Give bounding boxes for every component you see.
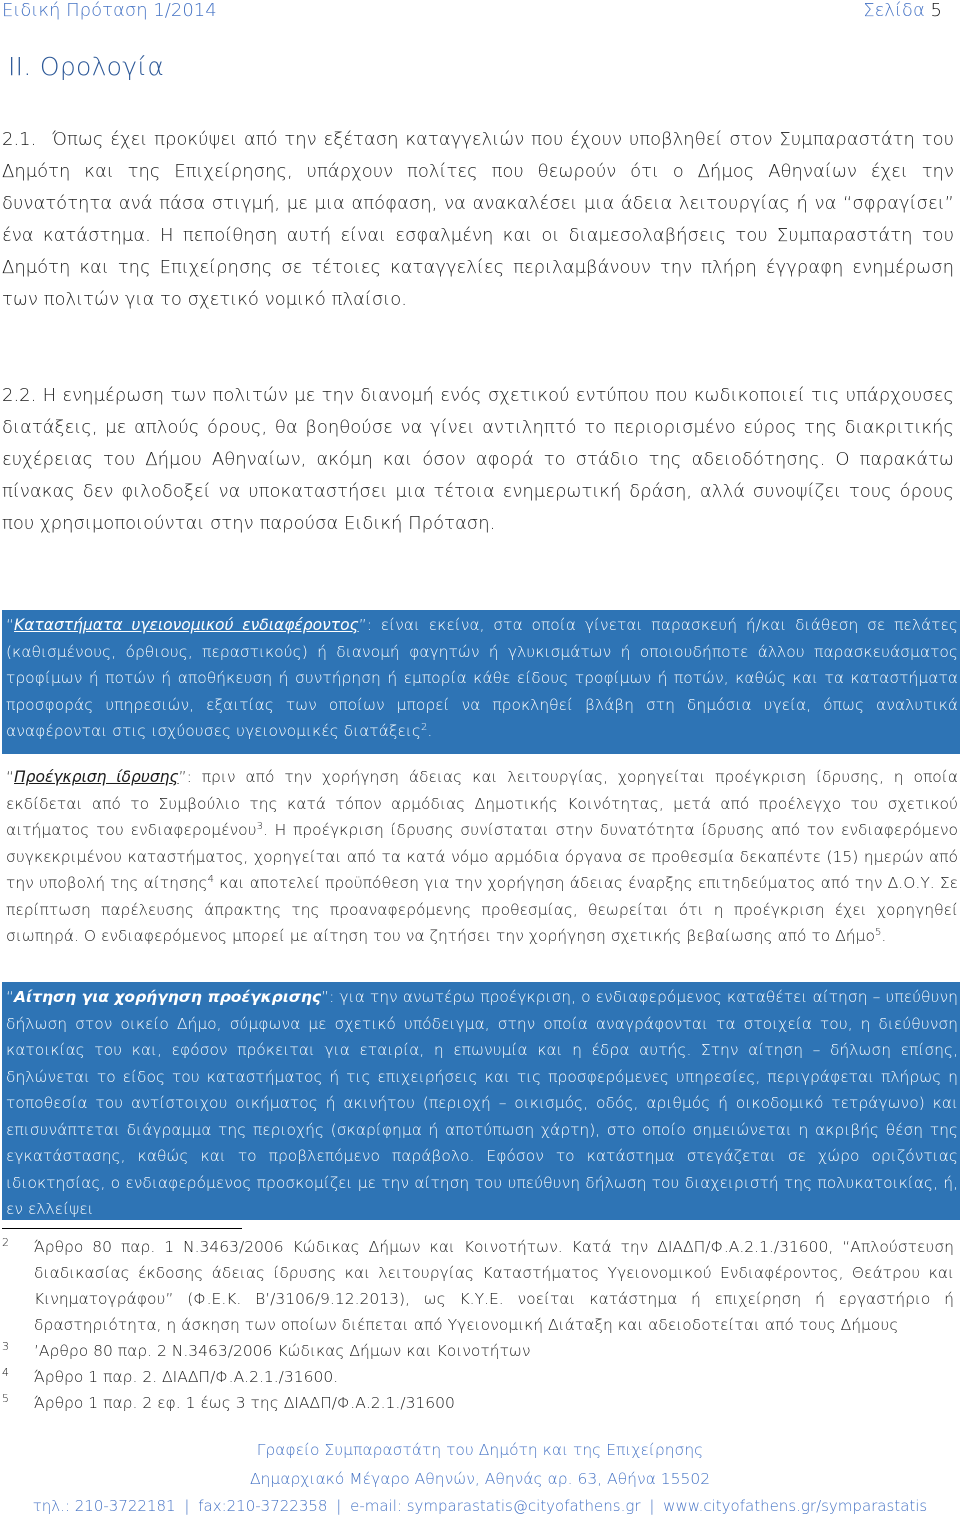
footer-web-link[interactable]: www.cityofathens.gr/symparastatis — [663, 1497, 928, 1515]
term-definition: : για την ανωτέρω προέγκριση, ο ενδιαφερόμενος καταθέτει αίτηση – υπεύθυνη δήλωση στον οικείο Δήμο, σύμφωνα με σχετικό υπόδειγμα, στην οποία αναγράφονται τα στοιχεία του, η διεύθυνση κατοικίας του και, εφόσον πρόκειται για εταιρία, η επωνυμία και η έδρα αυτής. Στην αίτηση – δήλωση επίσης, δηλώνεται το είδος του καταστήματος ή τις επιχειρήσεις και τις προσφερόμενες υπηρεσίες, περιγράφεται πλήρως η τοποθεσία του αντίστοιχου οικήματος ή ακινήτου (περιοχή – οικισμός, οδός, αριθμός ή οικοδομικό τετράγωνο) και επισυνάπτεται διάγραμμα της περιοχής (σκαρίφημα ή αποτύπωση χάρτη), στο οποίο σημειώνεται η ακριβής θέση της εγκατάστασης, καθώς και το προβλεπόμενο παράβολο. Εφόσον το κατάστημα στεγάζεται σε χώρο οριζόντιας ιδιοκτησίας, ο ενδιαφερόμενος προσκομίζει με την αίτηση του υπεύθυνη δήλωση του διαχειριστή της πολυκατοικίας, ή, εν ελλείψει — [6, 988, 958, 1218]
header-doc-title: Ειδική Πρόταση 1/2014 — [2, 0, 217, 21]
footnote-number: 3 — [2, 1340, 9, 1353]
footnote-3 — [2, 1338, 954, 1364]
footer-separator: | — [649, 1497, 655, 1515]
paragraph-2-2 — [2, 380, 954, 540]
quote-close: ” — [178, 768, 187, 786]
footnote-separator — [2, 1228, 242, 1229]
term-title: Καταστήματα υγειονομικού ενδιαφέροντος — [14, 616, 359, 634]
footnotes — [2, 1234, 954, 1416]
footnote-text: Άρθρο 1 παρ. 2. ΔΙΑΔΠ/Φ.Α.2.1./31600. — [34, 1368, 339, 1386]
page-number: 5 — [930, 0, 942, 21]
paragraph-text: Όπως έχει προκύψει από την εξέταση καταγγελιών που έχουν υποβληθεί στον Συμπαραστάτη του Δημότη και της Επιχείρησης, υπάρχουν πολίτες που θεωρούν ότι ο Δήμος Αθηναίων έχει την δυνατότητα ανά πάσα στιγμή, με μια απόφαση, να ανακαλέσει μια άδεια λειτουργίας ή να “σφραγίσει” ένα κατάστημα. Η πεποίθηση αυτή είναι εσφαλμένη και οι διαμεσολαβήσεις του Συμπαραστάτη του Δημότη και της Επιχείρησης σε τέτοιες καταγγελίες περιλαμβάνουν την πλήρη έγγραφη ενημέρωση των πολιτών για το σχετικό νομικό πλαίσιο. — [2, 129, 954, 310]
footnote-text: Άρθρο 1 παρ. 2 εφ. 1 έως 3 της ΔΙΑΔΠ/Φ.Α.2.1./31600 — [34, 1394, 455, 1412]
footer-email-link[interactable]: e-mail: symparastatis@cityofathens.gr — [350, 1497, 641, 1515]
footnote-ref[interactable]: 2 — [420, 721, 428, 733]
quote-close: ” — [321, 988, 330, 1006]
footnote-ref[interactable]: 5 — [874, 926, 882, 938]
footnote-ref[interactable]: 4 — [207, 873, 215, 885]
header-page-number — [863, 0, 942, 21]
term-definition-b: . Η προέγκριση ίδρυσης συνίσταται στην δυνατότητα ίδρυσης από τον ενδιαφερόμενο συγκεκριμένου καταστήματος, χορηγείται από τα κατά νόμο αρμόδια όργανα σε προθεσμία δεκαπέντε (15) ημερών από την υποβολή της αίτησης — [6, 821, 958, 892]
term-title: Προέγκριση ίδρυσης — [14, 768, 179, 786]
footnote-number: 2 — [2, 1236, 9, 1249]
paragraph-2-1 — [2, 124, 954, 316]
term-definition-c: και αποτελεί προϋπόθεση για την χορήγηση άδειας έναρξης επιτηδεύματος από την Δ.Ο.Υ. Σε περίπτωση παρέλευσης άπρακτης της προαναφερόμενης προθεσμίας, θεωρείται ότι η προέγκριση έχει χορηγηθεί σιωπηρά. Ο ενδιαφερόμενος μπορεί με αίτηση του να ζητήσει την χορήγηση σχετικής βεβαίωσης από το Δήμο — [6, 874, 958, 945]
term-end: . — [881, 927, 887, 945]
footnote-ref[interactable]: 3 — [256, 820, 263, 832]
term-box-pre-approval — [2, 762, 960, 968]
footnote-4 — [2, 1364, 954, 1390]
term-box-application — [2, 982, 960, 1220]
paragraph-number: 2.1. — [2, 129, 37, 150]
footer-contacts — [0, 1497, 960, 1515]
paragraph-number: 2.2. — [2, 385, 37, 406]
quote-open: “ — [6, 616, 15, 634]
footer-address: Δημαρχιακό Μέγαρο Αθηνών, Αθηνάς αρ. 63, Αθήνα 15502 — [249, 1470, 711, 1488]
quote-open: “ — [6, 988, 15, 1006]
footnote-text: Άρθρο 80 παρ. 1 Ν.3463/2006 Κώδικας Δήμων και Κοινοτήτων. Κατά την ΔΙΑΔΠ/Φ.Α.2.1./31600, “Απλούστευση διαδικασίας έκδοσης άδειας ίδρυσης και λειτουργίας Καταστήματος Υγειονομικού Ενδιαφέροντος, Θεάτρου και Κινηματογράφου” (Φ.Ε.Κ. Β’/3106/9.12.2013), ως Κ.Υ.Ε. νοείται κατάστημα ή επιχείρηση ή εργαστήριο ή δραστηριότητα, η άσκηση των οποίων διέπεται από Υγειονομική Διάταξη και αδειοδοτείται από τους Δήμους — [34, 1238, 954, 1334]
paragraph-text: Η ενημέρωση των πολιτών με την διανομή ενός σχετικού εντύπου που κωδικοποιεί τις υπάρχουσες διατάξεις, με απλούς όρους, θα βοηθούσε να γίνει αντιληπτό το περιορισμένο εύρος της διακριτικής ευχέρειας του Δήμου Αθηναίων, ακόμη και όσον αφορά το στάδιο της αδειοδότησης. Ο παρακάτω πίνακας δεν φιλοδοξεί να υποκαταστήσει μια τέτοια ενημερωτική δράση, αλλά συνοψίζει τους όρους που χρησιμοποιούνται στην παρούσα Ειδική Πρόταση. — [2, 385, 954, 534]
footer-separator: | — [184, 1497, 190, 1515]
term-title: Αίτηση για χορήγηση προέγκρισης — [14, 988, 322, 1006]
footer-fax: fax:210-3722358 — [198, 1497, 328, 1515]
footer-office-name: Γραφείο Συμπαραστάτη του Δημότη και της Επιχείρησης — [256, 1441, 704, 1459]
term-end: . — [427, 722, 433, 740]
footnote-number: 4 — [2, 1366, 9, 1379]
footer-phone: τηλ.: 210-3722181 — [32, 1497, 176, 1515]
page-label: Σελίδα — [863, 0, 925, 21]
quote-open: “ — [6, 768, 15, 786]
footnote-text: ’Αρθρο 80 παρ. 2 Ν.3463/2006 Κώδικας Δήμων και Κοινοτήτων — [34, 1342, 531, 1360]
section-title: ΙΙ. Ορολογία — [8, 52, 165, 81]
term-definition-a: : πριν από την χορήγηση άδειας και λειτουργίας, χορηγείται προέγκριση ίδρυσης, η οποία εκδίδεται από το Συμβούλιο της κατά τόπον αρμόδιας Δημοτικής Κοινότητας, μετά από προέλεγχο του σχετικού αιτήματος του ενδιαφερομένου — [6, 768, 958, 839]
term-definition: : είναι εκείνα, στα οποία γίνεται παρασκευή ή/και διάθεση σε πελάτες (καθισμένους, όρθιους, περαστικούς) ή διανομή φαγητών ή γλυκισμάτων ή οποιουδήποτε άλλου παρασκευάσματος τροφίμων ή ποτών ή αποθήκευση ή συντήρηση ή εμπορία κάθε είδους τροφίμων ή ποτών, καθώς και τα καταστήματα προσφοράς υπηρεσιών, εξαιτίας των οποίων μπορεί να προκληθεί βλάβη στη δημόσια υγεία, όπως αναλυτικά αναφέρονται στις ισχύουσες υγειονομικές διατάξεις — [6, 616, 958, 740]
footnote-2 — [2, 1234, 954, 1338]
footnote-5 — [2, 1390, 954, 1416]
footnote-number: 5 — [2, 1392, 9, 1405]
footer-separator: | — [336, 1497, 342, 1515]
quote-close: ” — [358, 616, 367, 634]
term-box-food-stores — [2, 610, 960, 754]
